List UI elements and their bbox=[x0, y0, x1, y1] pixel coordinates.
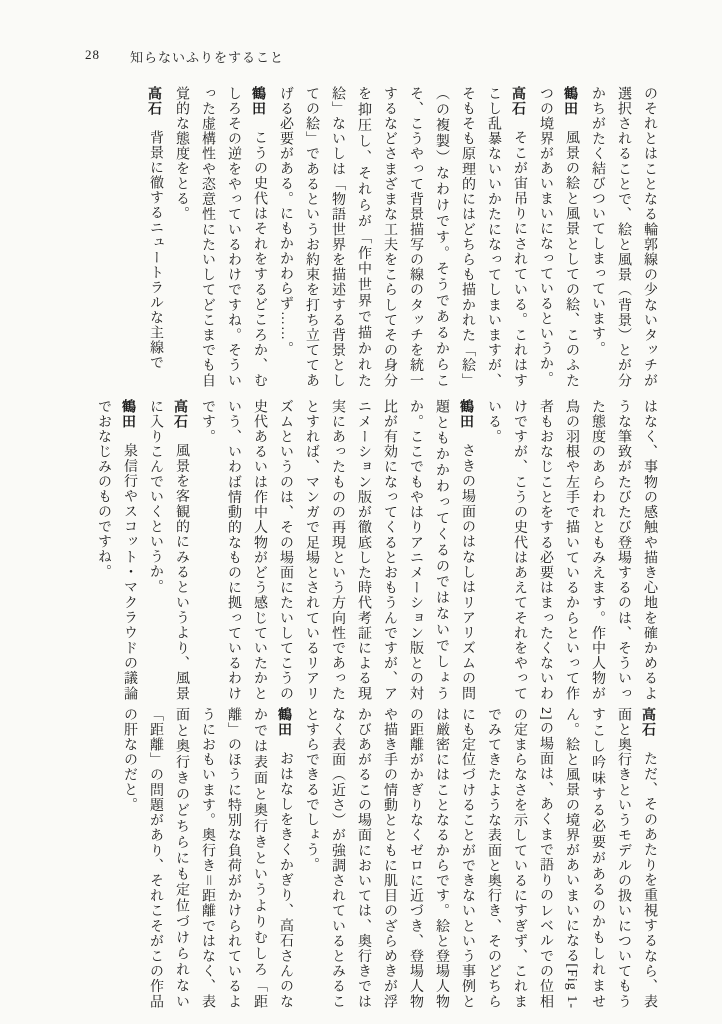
speaker-label: 高石 bbox=[641, 707, 657, 738]
speech-text: 背景に徹するニュートラルな主線で bbox=[148, 130, 163, 370]
speech-text: ただ、そのあたりを重視するなら、表面と奥行きというモデルの扱いについてもうすこし吟味する必要があるのかもしれません。絵と風景の境界があいまいになる[Fig 1-2]の場面は、あくまで語りのレベルでの位相の定まらなさを示しているにすぎず、これまでみてきたような表面と奥行き、そのどちらにも定位づけることができないという事例とは厳密にはことなるからです。絵と登場人物の距離がかぎりなくゼロに近づき、登場人物や描き手の情動とともに肌目のざらめきが浮かびあがるこの場面においては、奥行きではなく表面（近さ）が強調されているとみることすらできるでしょう。 bbox=[304, 707, 657, 1010]
text-tier-bottom bbox=[84, 707, 662, 1009]
speaker-label: 鶴田 bbox=[121, 399, 137, 430]
paragraph bbox=[194, 399, 480, 701]
paragraph bbox=[298, 707, 662, 1009]
running-head: 知らないふりをすること bbox=[130, 50, 285, 65]
speaker-label: 高石 bbox=[173, 399, 189, 430]
paragraph bbox=[532, 86, 584, 388]
speaker-label: 鶴田 bbox=[277, 707, 293, 738]
paragraph bbox=[90, 399, 142, 701]
paragraph bbox=[116, 707, 298, 1009]
speech-text: おはなしをきくかぎり、高石さんのなかでは表面と奥行きというよりむしろ「距離」のほうに特別な負荷がかけられているようにおもいます。奥行き＝距離ではなく、表面と奥行きのどちらにも定位づけられない「距離」の問題があり、それこそがこの作品の肝なのだと。 bbox=[122, 707, 293, 1010]
paragraph bbox=[168, 86, 272, 388]
speech-text: さきの場面のはなしはリアリズムの問題ともかかわってくるのではないでしょうか。ここでもやはりアニメーション版との対比が有効になってくるとおもうんですが、アニメーション版が徹底した時代考証による現実にあったものの再現という方向性であったとすれば、マンガで足場とされているリアリズムというのは、その場面にたいしてこうの史代あるいは作中人物がどう感じていたかという、いわば情動的なものに拠っているわけです。 bbox=[200, 399, 475, 702]
paragraph bbox=[480, 399, 662, 701]
speech-text: そこが宙吊りにされている。これはすこし乱暴ないいかたになってしまいますが、そもそも原理的にはどちらも描かれた「絵」（の複製）なわけです。そうであるからこそ、こうやって背景描写の線のタッチを統一するなどさまざまな工夫をこらしてその身分を抑圧し、それらが「作中世界で描かれた絵」ないしは「物語世界を描述する背景としての絵」であるというお約束を打ち立ててあげる必要がある。にもかかわらず……。 bbox=[278, 86, 527, 389]
speaker-label: 鶴田 bbox=[563, 86, 579, 117]
page-number: 28 bbox=[85, 47, 100, 62]
paragraph bbox=[142, 399, 194, 701]
speaker-label: 鶴田 bbox=[459, 399, 475, 430]
text-tier-middle bbox=[84, 399, 662, 701]
speech-text: 風景を客観的にみるというより、風景に入りこんでいくというか。 bbox=[148, 399, 189, 702]
speech-text: こうの史代はそれをするどころか、むしろその逆をやっているわけですね。そういった虚構性や恣意性にたいしてどこまでも自覚的な態度をとる。 bbox=[174, 86, 267, 389]
paragraph bbox=[142, 86, 168, 388]
speech-text: 風景の絵と風景としての絵、このふたつの境界があいまいになっているというか。 bbox=[538, 86, 579, 389]
speaker-label: 高石 bbox=[511, 86, 527, 117]
speech-text: のそれとはことなる輪郭線の少ないタッチが選択されることで、絵と風景（背景）とが分かちがたく結びついてしまっています。 bbox=[590, 86, 657, 388]
speaker-label: 鶴田 bbox=[251, 86, 267, 117]
speaker-label: 高石 bbox=[147, 86, 163, 116]
text-tier-top bbox=[84, 86, 662, 388]
page-header bbox=[85, 47, 284, 66]
speech-text: 泉信行やスコット・マクラウドの議論でおなじみのものですね。 bbox=[96, 399, 137, 702]
paragraph bbox=[272, 86, 532, 388]
paragraph bbox=[584, 86, 662, 388]
speech-text: はなく、事物の感触や描き心地を確かめるような筆致がたびたび登場するのは、そういった態度のあらわれともみえます。作中人物が鳥の羽根や左手で描いているからといって作者もおなじことをする必要はまったくないわけですが、こうの史代はあえてそれをやっている。 bbox=[486, 399, 657, 701]
